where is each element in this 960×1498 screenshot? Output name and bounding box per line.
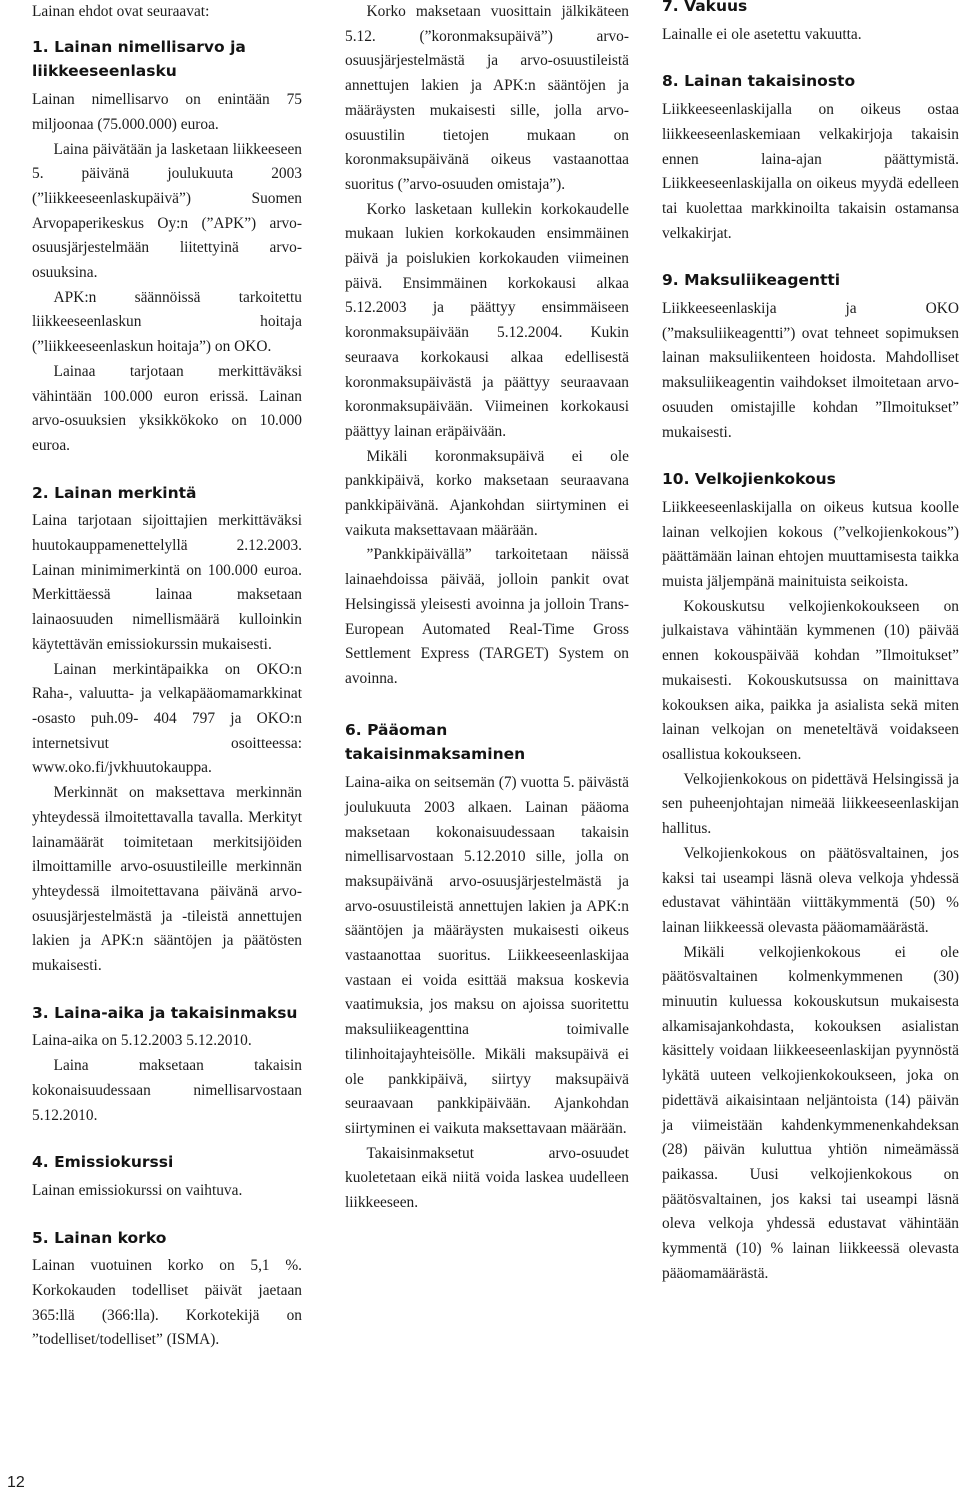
- section-3-title: 3. Laina-aika ja takaisinmaksu: [32, 1003, 298, 1022]
- section-5-title: 5. Lainan korko: [32, 1228, 167, 1247]
- section-1-paragraph: APK:n säännöissä tarkoitettu liikkeeseenlaskun hoitaja (”liikkeeseenlaskun hoitaja”) on OKO.: [32, 288, 302, 356]
- section-8-title: 8. Lainan takaisinosto: [662, 72, 856, 91]
- section-6-paragraph: Takaisinmaksetut arvo-osuudet kuoletetaan eikä niitä voida laskea uudelleen liikkeeseen.: [345, 1144, 629, 1212]
- page-number: 12: [7, 1474, 25, 1491]
- section-4-paragraph: Lainan emissiokurssi on vaihtuva.: [32, 1181, 243, 1199]
- section-6-title: 6. Pääoman takaisinmaksaminen: [345, 720, 526, 764]
- section-10-paragraph: Velkojienkokous on päätösvaltainen, jos kaksi tai useampi läsnä oleva velkoja yhdessä edustavat vähintään viittäkymmentä (50) % lainan liikkeessä olevasta pääomamäärästä.: [662, 844, 959, 936]
- column-2: [345, 0, 629, 1216]
- section-7-title: 7. Vakuus: [662, 0, 748, 15]
- section-10-paragraph: Kokouskutsu velkojienkokoukseen on julkaistava vähintään kymmenen (10) päivää ennen kokouspäivää kohdan ”Ilmoitukset” mukaisesti. Kokouskutsussa on mainittava kokouksen aika, paikka ja asialista sekä miten lainan velkojan on meneteltävä voidakseen osallistua kokoukseen.: [662, 597, 959, 763]
- section-3-paragraph: Laina maksetaan takaisin kokonaisuudessaan nimellisarvostaan 5.12.2010.: [32, 1057, 302, 1124]
- section-1-paragraph: Laina päivätään ja lasketaan liikkeeseen 5. päivänä joulukuuta 2003 (”liikkeeseenlaskupäivä”) Suomen Arvopaperikeskus Oy:n (”APK”) arvo-osuusjärjestelmään liitettyinä arvo-osuuksina.: [32, 140, 302, 282]
- section-7-paragraph: Lainalle ei ole asetettu vakuutta.: [662, 25, 862, 43]
- section-5-paragraph: Korko lasketaan kullekin korkokaudelle mukaan lukien korkokauden ensimmäinen päivä ja poislukien korkokauden viimeinen päivä. Ensimmäinen korkokausi alkaa 5.12.2003 ja päättyy ensimmäiseen koronmaksupäivään 5.12.2004. Kukin seuraava korkokausi alkaa edellisestä koronmaksupäivästä ja päättyy seuraavaan koronmaksupäivään. Viimeinen korkokausi päättyy lainan eräpäivään.: [345, 200, 629, 440]
- section-9-paragraph: Liikkeeseenlaskija ja OKO (”maksuliikeagentti”) ovat tehneet sopimuksen lainan maksuliikenteen hoidosta. Mahdolliset maksuliikeagentin vaihdokset ilmoitetaan arvo-osuuden omistajille kohdan ”Ilmoitukset” mukaisesti.: [662, 300, 959, 441]
- section-10-paragraph: Mikäli velkojienkokous ei ole päätösvaltainen kolmenkymmenen (30) minuutin kuluessa kokouskutsun mukaisesta alkamisajankohdasta, kokouksen asialistan käsittely voidaan liikkeeseenlaskijan pyynnöstä lykätä uuteen velkojienkokoukseen, joka on pidettävä aikaisintaan neljäntoista (14) päivän ja viimeistään kahdenkymmenenkahdeksan (28) päivän kuluttua yhtiön nimeämässä paikassa. Uusi velkojienkokous on päätösvaltainen, jos kaksi tai useampi läsnä oleva velkoja yhdessä edustavat vähintään kymmentä (10) % lainan liikkeessä olevasta pääomamäärästä.: [662, 943, 959, 1282]
- section-10-title: 10. Velkojienkokous: [662, 470, 836, 489]
- section-5-paragraph: Lainan vuotuinen korko on 5,1 %. Korkokauden todelliset päivät jaetaan 365:llä (366:lla). Korkotekijä on ”todelliset/todelliset” (ISMA).: [32, 1257, 302, 1349]
- section-5-paragraph: Korko maksetaan vuosittain jälkikäteen 5.12. (”koronmaksupäivä”) arvo-osuusjärjestelmästä ja arvo-osuustileistä annettujen lakien ja APK:n sääntöjen ja määräysten mukaisesti sille, jolla arvo-osuustilin tietojen mukaan on koronmaksupäivänä oikeus vastaanottaa suoritus (”arvo-osuuden omistaja”).: [345, 3, 629, 193]
- section-1-paragraph: Lainaa tarjotaan merkittäväksi vähintään 100.000 euron erissä. Lainan arvo-osuuksien yksikkökoko on 10.000 euroa.: [32, 362, 302, 454]
- section-2-paragraph: Lainan merkintäpaikka on OKO:n Raha-, valuutta- ja velkapääomamarkkinat -osasto puh.09- 404 797 ja OKO:n internetsivut osoitteessa: www.oko.fi/jvkhuutokauppa.: [32, 660, 302, 777]
- section-10-paragraph: Liikkeeseenlaskijalla on oikeus kutsua koolle lainan velkojien kokous (”velkojienkokous”) päättämään lainan ehtojen muuttamisesta taikka muista jäljempänä mainituista seikoista.: [662, 498, 959, 591]
- section-1-paragraph: Lainan nimellisarvo on enintään 75 miljoonaa (75.000.000) euroa.: [32, 91, 302, 133]
- section-10-paragraph: Velkojienkokous on pidettävä Helsingissä ja sen puheenjohtajan nimeää liikkeeseenlaskijan hallitus.: [662, 770, 959, 838]
- section-3-paragraph: Laina-aika on 5.12.2003 5.12.2010.: [32, 1032, 252, 1050]
- column-1: [32, 0, 302, 1353]
- section-5-paragraph: Mikäli koronmaksupäivä ei ole pankkipäivä, korko maksetaan seuraavana pankkipäivänä. Ajankohdan siirtyminen ei vaikuta maksettavaan määrään.: [345, 447, 629, 539]
- section-4-title: 4. Emissiokurssi: [32, 1153, 174, 1172]
- section-5-paragraph: ”Pankkipäivällä” tarkoitetaan näissä lainaehdoissa päivää, jolloin pankit ovat Helsingissä yleisesti avoinna ja jolloin Trans-European Automated Real-Time Gross Settlement Express (TARGET) System on avoinna.: [345, 546, 629, 687]
- column-3: [662, 0, 959, 1286]
- section-2-title: 2. Lainan merkintä: [32, 483, 197, 502]
- section-2-paragraph: Merkinnät on maksettava merkinnän yhteydessä ilmoitettavalla tavalla. Merkityt lainamäärät toimitetaan merkitsijöiden ilmoittamille arvo-osuustileille merkinnän yhteydessä ilmoitettavana päivänä arvo-osuusjärjestelmästä ja -tileistä annettujen lakien ja APK:n sääntöjen ja päätösten mukaisesti.: [32, 784, 302, 975]
- section-1-title: 1. Lainan nimellisarvo ja liikkeeseenlasku: [32, 37, 246, 81]
- section-2-paragraph: Laina tarjotaan sijoittajien merkittäväksi huutokauppamenettelyllä 2.12.2003. Lainan minimimerkintä on 100.000 euroa. Merkittäessä lainaa maksetaan lainaosuuden nimellismäärä kulloinkin käytettävän emissiokurssin mukaisesti.: [32, 512, 302, 653]
- section-9-title: 9. Maksuliikeagentti: [662, 271, 841, 290]
- section-6-paragraph: Laina-aika on seitsemän (7) vuotta 5. päivästä joulukuuta 2003 alkaen. Lainan pääoma maksetaan kokonaisuudessaan takaisin nimellisarvostaan 5.12.2010 sille, jolla on maksupäivänä arvo-osuusjärjestelmästä ja arvo-osuustileistä annettujen lakien ja APK:n sääntöjen ja määräysten mukaisesti oikeus vastaanottaa suoritus. Liikkeeseenlaskijaa vastaan ei voida esittää maksua koskevia vaatimuksia, jos maksu on ajoissa suoritettu maksuliikeagenttina toimivalle tilinhoitajayhteisölle. Mikäli maksupäivä ei ole pankkipäivä, siirtyy maksupäivä seuraavaan pankkipäivään. Ajankohdan siirtyminen ei vaikuta maksettavaan määrään.: [345, 774, 629, 1137]
- section-8-paragraph: Liikkeeseenlaskijalla on oikeus ostaa liikkeeseenlaskemiaan velkakirjoja takaisin ennen laina-ajan päättymistä. Liikkeeseenlaskijalla on oikeus myydä edelleen tai kuolettaa markkinoilta takaisin ostamansa velkakirjat.: [662, 101, 959, 242]
- intro-text: Lainan ehdot ovat seuraavat:: [32, 3, 210, 20]
